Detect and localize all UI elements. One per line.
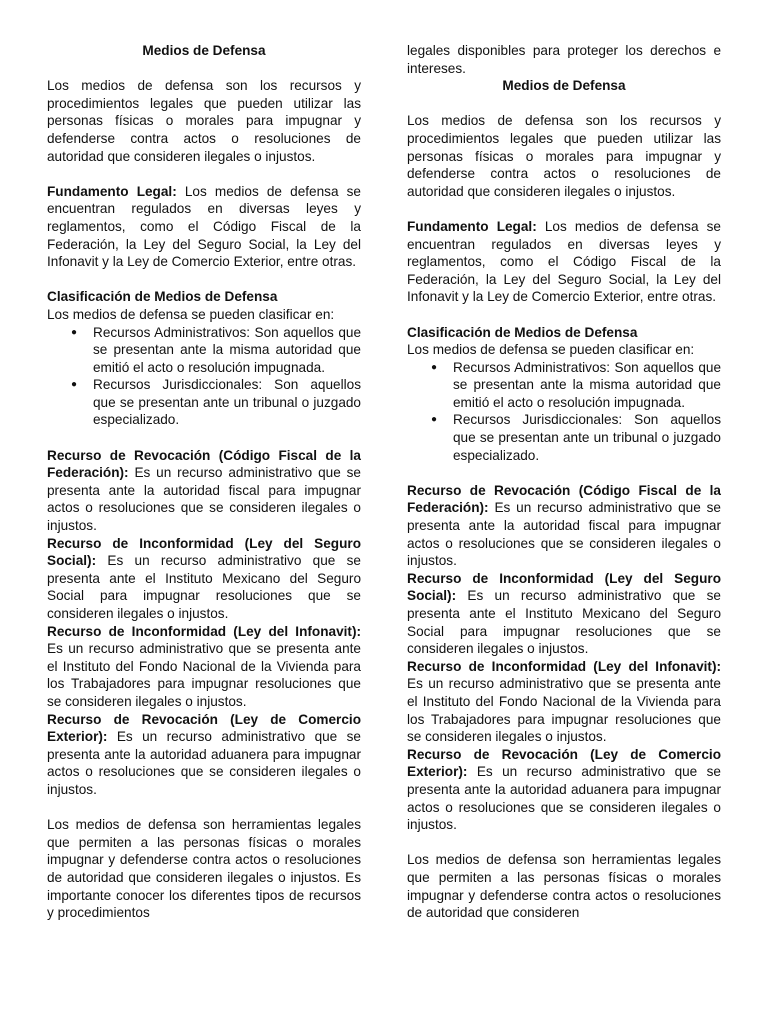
intro-paragraph: Los medios de defensa son los recursos y procedimientos legales que pueden utilizar las personas físicas o morales para impugnar y defenderse contra actos o resoluciones de autoridad que consideren ilegales o injustos. [47, 78, 361, 164]
recurso-revocacion-cff: Recurso de Revocación (Código Fiscal de la Federación): Es un recurso administrativo que se presenta ante la autoridad fiscal para impugnar actos o resoluciones que se consideren ilegales o injustos. [407, 482, 721, 569]
fundamento-label: Fundamento Legal: [47, 183, 177, 199]
continuation-text: legales disponibles para proteger los derechos e intereses. [407, 43, 721, 76]
conclusion-partial: Los medios de defensa son herramientas legales que permiten a las personas físicas o morales impugnar y defenderse contra actos o resoluciones de autoridad que consideren [407, 852, 721, 921]
clasificacion-heading: Clasificación de Medios de Defensa [407, 324, 638, 340]
bullet-icon: ● [71, 326, 78, 338]
clasificacion-intro: Los medios de defensa se pueden clasificar en: [47, 306, 335, 322]
recurso-inconformidad-infonavit: Recurso de Inconformidad (Ley del Infonavit): Es un recurso administrativo que se presenta ante el Instituto del Fondo Nacional de la Vivienda para los Trabajadores para impugnar resoluciones que se consideren ilegales o injustos. [407, 658, 721, 745]
recurso-inconformidad-infonavit: Recurso de Inconformidad (Ley del Infonavit): Es un recurso administrativo que se presenta ante el Instituto del Fondo Nacional de la Vivienda para los Trabajadores para impugnar resoluciones que se consideren ilegales o injustos. [47, 623, 361, 709]
conclusion-paragraph: Los medios de defensa son herramientas legales que permiten a las personas físicas o morales impugnar y defenderse contra actos o resoluciones de autoridad que consideren ilegales o injustos. Es importante conocer los diferentes tipos de recursos y procedimientos [47, 817, 361, 921]
recurso-inconformidad-lss: Recurso de Inconformidad (Ley del Seguro Social): Es un recurso administrativo que se presenta ante el Instituto Mexicano del Seguro Social para impugnar resoluciones que se consideren ilegales o injustos. [407, 570, 721, 657]
recurso-revocacion-lce: Recurso de Revocación (Ley de Comercio Exterior): Es un recurso administrativo que se presenta ante la autoridad aduanera para impugnar actos o resoluciones que se consideren ilegales o injustos. [407, 746, 721, 833]
list-item: ● Recursos Administrativos: Son aquellos que se presentan ante la misma autoridad que emitió el acto o resolución impugnada. [71, 324, 361, 375]
recurso-revocacion-cff: Recurso de Revocación (Código Fiscal de la Federación): Es un recurso administrativo que se presenta ante la autoridad fiscal para impugnar actos o resoluciones que se consideren ilegales o injustos. [47, 447, 361, 534]
left-column [47, 42, 361, 922]
fundamento-text: Los medios de defensa se encuentran regulados en diversas leyes y reglamentos, como el Código Fiscal de la Federación, la Ley del Seguro Social, la Ley del Infonavit y la Ley de Comercio Exterior, entre otras. [47, 183, 361, 270]
recurso-revocacion-lce: Recurso de Revocación (Ley de Comercio Exterior): Es un recurso administrativo que se presenta ante la autoridad aduanera para impugnar actos o resoluciones que se consideren ilegales o injustos. [47, 711, 361, 797]
list-item: ● Recursos Administrativos: Son aquellos que se presentan ante la misma autoridad que emitió el acto o resolución impugnada. [431, 359, 721, 410]
clasificacion-heading: Clasificación de Medios de Defensa [47, 289, 278, 305]
section-title: Medios de Defensa [502, 78, 626, 94]
list-item: ● Recursos Jurisdiccionales: Son aquellos que se presentan ante un tribunal o juzgado especializado. [71, 377, 361, 428]
clasificacion-intro: Los medios de defensa se pueden clasificar en: [407, 342, 695, 358]
bullet-icon: ● [71, 379, 78, 391]
clasificacion-list [407, 359, 721, 465]
section-title: Medios de Defensa [142, 43, 266, 58]
right-column [407, 42, 721, 922]
bullet-icon: ● [431, 361, 438, 373]
recurso-inconformidad-lss: Recurso de Inconformidad (Ley del Seguro Social): Es un recurso administrativo que se presenta ante el Instituto Mexicano del Seguro Social para impugnar resoluciones que se consideren ilegales o injustos. [47, 535, 361, 621]
bullet-icon: ● [431, 414, 438, 426]
fundamento-paragraph [47, 183, 361, 271]
intro-paragraph: Los medios de defensa son los recursos y procedimientos legales que pueden utilizar las personas físicas o morales para impugnar y defenderse contra actos o resoluciones de autoridad que consideren ilegales o injustos. [407, 113, 721, 199]
fundamento-paragraph: Fundamento Legal: Los medios de defensa se encuentran regulados en diversas leyes y reglamentos, como el Código Fiscal de la Federación, la Ley del Seguro Social, la Ley del Infonavit y la Ley de Comercio Exterior, entre otras. [407, 218, 721, 305]
clasificacion-list [47, 324, 361, 430]
list-item: ● Recursos Jurisdiccionales: Son aquellos que se presentan ante un tribunal o juzgado especializado. [431, 412, 721, 463]
